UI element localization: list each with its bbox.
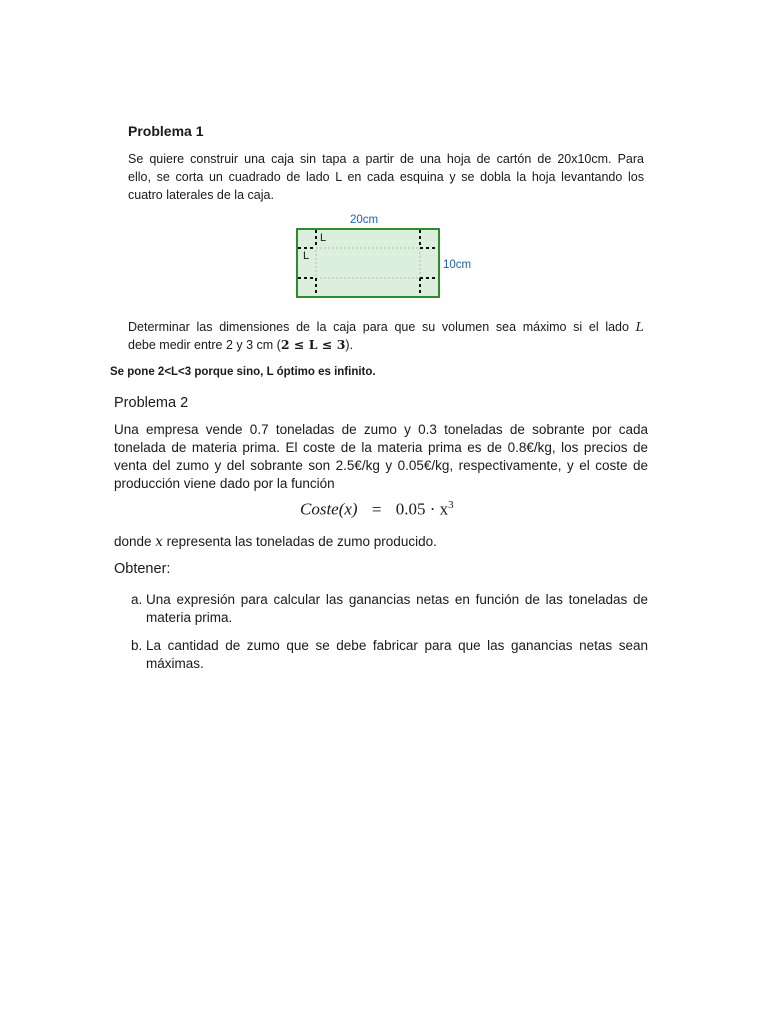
where-text: representa las toneladas de zumo producido. (162, 534, 437, 549)
constraint-expression: 2 ≤ L ≤ 3 (280, 337, 346, 352)
question-line-2 (128, 336, 644, 354)
corner-label-left: L (303, 250, 310, 262)
question-variable: L (635, 319, 644, 334)
problem2-line: Una empresa vende 0.7 toneladas de zumo y 0.3 toneladas de sobrante por cada (114, 422, 648, 437)
list-item (131, 637, 648, 673)
problem2-heading: Problema 2 (114, 395, 189, 411)
formula-rhs: 0.05 · x (395, 499, 449, 519)
height-label: 10cm (443, 259, 472, 271)
corner-label-top: L (320, 232, 327, 244)
item-line: La cantidad de zumo que se debe fabricar para que las ganancias netas sean (146, 638, 648, 653)
item-marker: a. (131, 592, 143, 607)
question-text: ). (345, 338, 354, 352)
item-marker: b. (131, 638, 143, 653)
question-text: Determinar las dimensiones de la caja para que su volumen sea máximo si el lado (128, 320, 629, 334)
cardboard-sheet (297, 229, 439, 297)
item-line: Una expresión para calcular las ganancias netas en función de las toneladas de (146, 592, 648, 607)
problem2-line: venta del zumo y del sobrante son 2.5€/kg y 0.05€/kg, respectivamente, y el coste de (114, 458, 648, 473)
item-line: materia prima. (146, 610, 233, 625)
problem1-heading: Problema 1 (128, 123, 204, 139)
obtain-label: Obtener: (114, 561, 171, 577)
problem1-line: ello, se corta un cuadrado de lado L en cada esquina y se dobla la hoja levantando los (128, 170, 644, 184)
problem2-statement (114, 421, 648, 493)
formula-lhs: Coste(x) (300, 499, 358, 519)
list-item (131, 591, 648, 627)
formula-exponent: 3 (448, 499, 454, 511)
where-text: donde (114, 534, 156, 549)
problem1-line: Se quiere construir una caja sin tapa a partir de una hoja de cartón de 20x10cm. Para (128, 152, 644, 166)
problem1-question (128, 318, 644, 354)
cost-formula (300, 499, 454, 520)
problem2-line: tonelada de materia prima. El coste de la materia prima es de 0.8€/kg, los precios de (114, 440, 648, 455)
problem1-line: cuatro laterales de la caja. (128, 188, 274, 202)
question-line-1 (128, 318, 644, 336)
box-diagram (280, 205, 500, 305)
item-line: máximas. (146, 656, 204, 671)
where-line (114, 533, 437, 551)
formula-equals: = (371, 499, 382, 519)
width-label: 20cm (350, 214, 379, 226)
problem1-statement (128, 150, 644, 204)
bold-note: Se pone 2<L<3 porque sino, L óptimo es infinito. (110, 366, 376, 378)
question-text: debe medir entre 2 y 3 cm ( (128, 338, 281, 352)
problem2-line: producción viene dado por la función (114, 476, 335, 491)
where-variable: x (155, 534, 163, 550)
